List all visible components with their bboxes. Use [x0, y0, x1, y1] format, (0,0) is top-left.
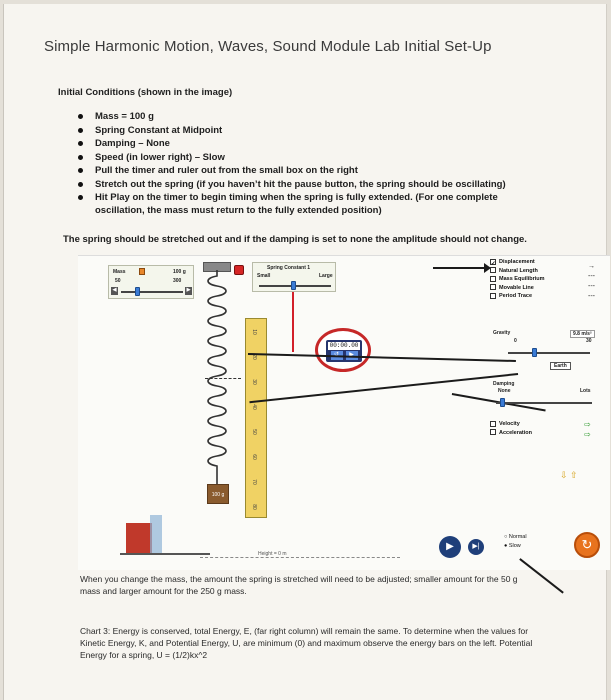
damping-label: Damping — [493, 381, 515, 387]
height-line — [200, 557, 400, 558]
height-label: Height = 0 m — [258, 551, 287, 557]
step-button[interactable]: ▶| — [468, 539, 484, 555]
spring-constant-control — [252, 262, 336, 292]
vector-arrow-icons: ⇨ ⇨ — [584, 420, 591, 439]
instruction-sentence: The spring should be stretched out and if the damping is set to none the amplitude should not change. — [63, 234, 527, 245]
checkbox-icon[interactable] — [490, 276, 496, 282]
energy-bars — [126, 523, 152, 553]
checkbox-natural-length[interactable]: Natural Length — [490, 267, 602, 276]
checkbox-movable-line[interactable]: Movable Line — [490, 284, 602, 293]
vector-options — [490, 420, 532, 437]
damping-thumb[interactable] — [500, 398, 505, 407]
display-options — [490, 258, 602, 301]
mass-tick: 100 g — [173, 269, 186, 275]
initial-conditions-heading: Initial Conditions (shown in the image) — [58, 87, 233, 98]
damping-control — [490, 380, 602, 410]
gravity-thumb[interactable] — [532, 348, 537, 357]
checkbox-acceleration[interactable]: Acceleration — [490, 429, 532, 438]
ruler[interactable]: 10 20 30 40 50 60 70 80 — [245, 318, 267, 518]
timer[interactable] — [315, 328, 371, 372]
annotation-line — [292, 292, 294, 352]
mass-slider-thumb[interactable] — [135, 287, 140, 296]
list-item: Hit Play on the timer to begin timing when the spring is fully extended. (For one complete oscillation, the mass must return to the fully extended position) — [78, 191, 538, 217]
gravity-tick: 30 — [586, 338, 592, 344]
radio-normal[interactable]: ○ Normal — [504, 534, 527, 540]
list-item: Stretch out the spring (if you haven’t hit the pause button, the spring should be oscillating) — [78, 178, 538, 191]
list-item: Damping – None — [78, 137, 538, 150]
list-item: Spring Constant at Midpoint — [78, 124, 538, 137]
checkbox-icon[interactable]: ✓ — [491, 260, 496, 267]
damping-slider[interactable] — [496, 402, 592, 404]
checkbox-icon[interactable] — [490, 284, 496, 290]
speed-options — [504, 533, 527, 551]
bullet-list — [78, 110, 538, 218]
energy-bar — [150, 515, 162, 553]
damping-lots-label: Lots — [580, 388, 591, 394]
annotation-arrow — [433, 267, 488, 269]
spring-constant-label: Spring Constant 1 — [267, 265, 311, 271]
caption-mass: When you change the mass, the amount the spring is stretched will need to be adjusted; smaller amount for the 50 g mass and larger amount for the 250 g mass. — [80, 574, 518, 596]
gravity-slider[interactable] — [508, 352, 590, 354]
mass-slider[interactable] — [121, 291, 183, 293]
radio-slow[interactable]: ● Slow — [504, 543, 521, 549]
checkbox-mass-equilibrium[interactable]: Mass Equilibrium — [490, 275, 602, 284]
mass-tick: 300 — [173, 278, 182, 284]
list-item: Mass = 100 g — [78, 110, 538, 123]
weight-icon — [139, 268, 145, 275]
spring-constant-thumb[interactable] — [291, 281, 296, 290]
timer-readout: 00:00.00 — [329, 342, 359, 349]
spring-small-label: Small — [257, 273, 271, 279]
play-pause-button[interactable]: ▶ — [439, 536, 461, 558]
stop-icon[interactable] — [234, 265, 244, 275]
increase-icon[interactable]: ▶ — [186, 287, 191, 293]
list-item: Pull the timer and ruler out from the small box on the right — [78, 164, 538, 177]
list-item: Speed (in lower right) – Slow — [78, 151, 538, 164]
gravity-value: 9.8 m/s² — [570, 330, 595, 338]
floor-line — [120, 553, 210, 555]
checkbox-velocity[interactable]: Velocity — [490, 420, 532, 429]
spring-large-label: Large — [319, 273, 333, 279]
gravity-control — [490, 328, 602, 372]
checkbox-icon[interactable] — [490, 267, 496, 273]
natural-length-line — [205, 378, 241, 379]
gravity-label: Gravity — [493, 330, 511, 336]
decrease-icon[interactable]: ◀ — [112, 287, 117, 293]
gravity-tick: 0 — [514, 338, 517, 344]
page-title: Simple Harmonic Motion, Waves, Sound Module Lab Initial Set-Up — [44, 38, 492, 55]
planet-select[interactable]: Earth — [550, 362, 571, 370]
checkbox-icon[interactable] — [490, 429, 496, 435]
mass-tick: 50 — [115, 278, 121, 284]
line-style-icons: → --- --- --- — [588, 263, 595, 300]
mass-control — [108, 265, 194, 299]
reset-all-icon[interactable]: ↻ — [574, 532, 600, 558]
checkbox-icon[interactable] — [490, 293, 496, 299]
energy-arrow-icons: ⇩ ⇧ — [560, 470, 578, 480]
mass-label: Mass — [113, 269, 126, 275]
checkbox-period-trace[interactable]: Period Trace — [490, 292, 602, 301]
mass-block[interactable]: 100 g — [207, 484, 229, 504]
checkbox-displacement[interactable]: ✓ Displacement — [491, 259, 535, 267]
caption-chart: Chart 3: Energy is conserved, total Energy, E, (far right column) will remain the same. To determine when the values for Kinetic Energy, K, and Potential Energy, U, are minimum (0) and maximum observe the energy bars on the left. Potential Energy for a spring, U = (1/2)kx^2 — [80, 626, 533, 660]
damping-none-label: None — [498, 388, 511, 394]
checkbox-icon[interactable] — [490, 421, 496, 427]
